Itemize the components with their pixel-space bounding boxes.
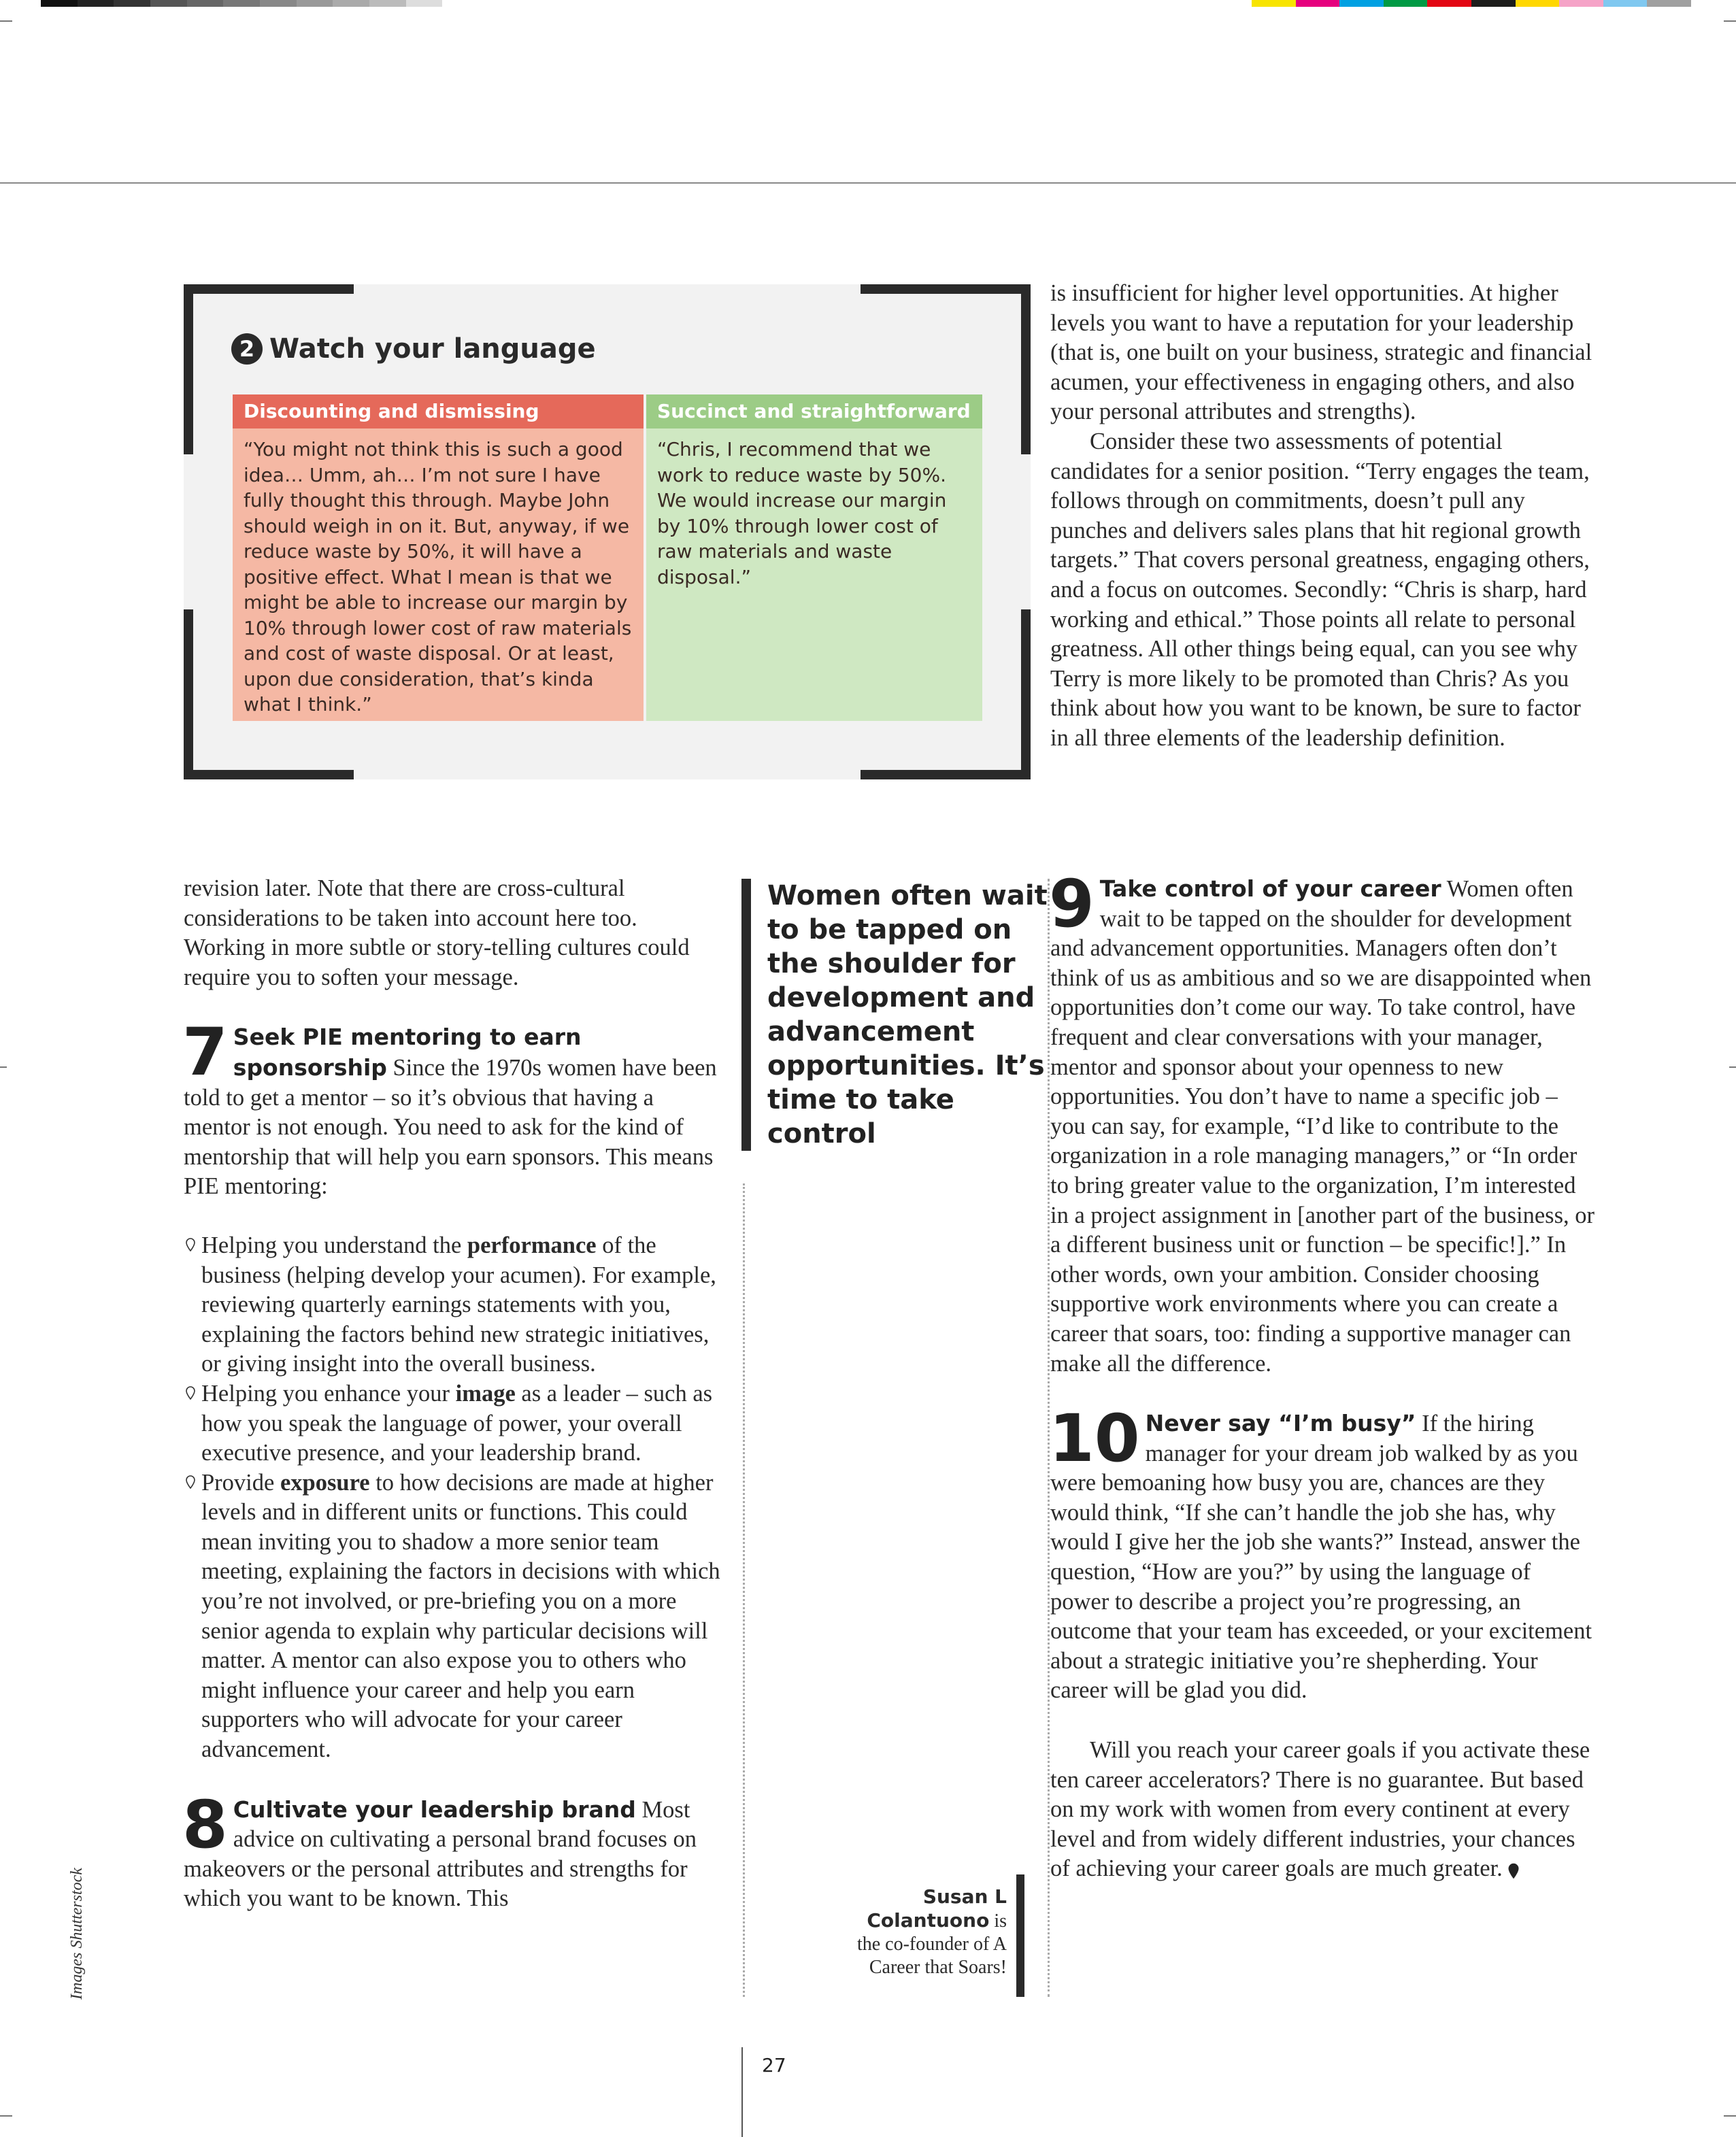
section-body: If the hiring manager for your dream job walked by as you were bemoaning how busy you are, chances are they would think, “If she can’t handle the job she has, why would I give her the job she wants?” Instead, answer the question, “How are you?” by using the language of power to describe a project you’re progressing, an outcome that your team has exceeded, or your excitement about a strategic initiative you’re shepherding. Your career will be glad you did. (1050, 1411, 1592, 1704)
list-keyword: exposure (280, 1469, 370, 1496)
header-rule (0, 182, 1736, 184)
section-heading: Take control of your career (1099, 875, 1441, 902)
list-text: of the business (helping develop your acumen). For example, reviewing quarterly earnings statements with you, explaining the factors behind new strategic initiatives, or giving insight into the overall business. (201, 1232, 716, 1377)
color-swatch (1516, 0, 1560, 7)
crop-mark (0, 20, 12, 22)
section-9 (1049, 866, 1595, 1379)
page-number: 27 (762, 2054, 786, 2076)
section-heading: Never say “I’m busy” (1145, 1410, 1416, 1437)
color-swatch (1647, 0, 1691, 7)
right-column-header: Succinct and straightforward (646, 394, 982, 428)
color-swatch (1339, 0, 1384, 7)
crop-mark (1724, 2115, 1736, 2117)
color-swatch (1559, 0, 1603, 7)
closing-text: Will you reach your career goals if you activate these ten career accelerators? There is no guarantee. But based on my work with women from every continent at every level and from widely different industries, your chances of achieving your career goals are much greater. (1050, 1737, 1590, 1882)
crop-mark (0, 1066, 7, 1068)
color-swatch (187, 0, 224, 7)
end-mark-icon (1507, 1862, 1520, 1880)
section-number: 8 (182, 1786, 228, 1863)
color-swatch (1603, 0, 1648, 7)
list-item (184, 1379, 721, 1468)
color-bar-left (41, 0, 479, 7)
color-swatch (1296, 0, 1340, 7)
section-body: Since the 1970s women have been told to get a mentor – so it’s obvious that having a mentor is not enough. You need to ask for the kind of mentorship that will help you earn sponsors. This means PIE mentoring: (184, 1054, 717, 1200)
list-item (184, 1468, 721, 1765)
left-column-body: “You might not think this is such a good idea… Umm, ah… I’m not sure I have fully thought this through. Maybe John should weigh in on it. But, anyway, if we reduce waste by 50%, it will have a positive effect. What I mean is that we might be able to increase our margin by 10% through lower cost of raw materials and cost of waste disposal. Or at least, upon due consideration, that’s kinda what I think.” (233, 428, 644, 721)
color-swatch (1427, 0, 1471, 7)
color-swatch (1384, 0, 1428, 7)
list-item (184, 1231, 721, 1379)
list-keyword: image (455, 1380, 516, 1407)
location-pin-icon (185, 1386, 196, 1400)
right-column (1049, 866, 1595, 1884)
box-frame-corner (184, 609, 193, 779)
paragraph: revision later. Note that there are cross-cultural considerations to be taken into account here too. Working in more subtle or story-telling cultures could require you to soften your message. (184, 875, 690, 990)
list-text: as a leader – such as how you speak the language of power, your overall executive presence, and your leadership brand. (201, 1380, 713, 1466)
box-frame-corner (861, 770, 1031, 779)
section-number: 10 (1049, 1400, 1140, 1477)
location-pin-icon (185, 1475, 196, 1489)
column-divider (743, 1183, 745, 1997)
color-swatch (333, 0, 369, 7)
box-title (231, 333, 596, 365)
color-swatch (1252, 0, 1296, 7)
right-column-body: “Chris, I recommend that we work to reduce waste by 50%. We would increase our margin by 10% through lower cost of raw materials and waste disposal.” (646, 428, 982, 721)
section-heading: Cultivate your leadership brand (233, 1796, 636, 1823)
section-heading: Seek PIE mentoring to earn sponsorship (233, 1024, 582, 1081)
section-7 (182, 1014, 721, 1202)
color-swatch (114, 0, 150, 7)
color-swatch (1471, 0, 1516, 7)
list-text: Helping you enhance your (201, 1380, 456, 1407)
list-text: Helping you understand the (201, 1232, 467, 1258)
box-title-text: Watch your language (269, 333, 596, 365)
list-text: Provide (201, 1469, 280, 1496)
box-frame-corner (184, 770, 354, 779)
color-swatch (369, 0, 406, 7)
section-number: 7 (182, 1014, 228, 1091)
footer-rule (741, 2047, 743, 2137)
pull-quote: Women often wait to be tapped on the shoulder for development and advancement opportunities. It’s time to take control (741, 879, 1053, 1151)
box-number-badge: 2 (231, 333, 263, 365)
section-number: 9 (1049, 866, 1095, 942)
paragraph: is insufficient for higher level opportunities. At higher levels you want to have a reputation for your leadership (that is, one built on your business, strategic and financial acumen, your effectiveness in engaging others, and also your personal attributes and strengths). (1050, 280, 1592, 425)
author-bio-text: is the co-founder of A Career that Soars! (856, 1911, 1007, 1978)
closing-paragraph (1050, 1736, 1595, 1884)
color-swatch (78, 0, 114, 7)
color-swatch (41, 0, 78, 7)
list-keyword: performance (467, 1232, 597, 1258)
box-frame-corner (1021, 609, 1031, 779)
crop-mark (0, 2115, 12, 2117)
paragraph: Consider these two assessments of potential candidates for a senior position. “Terry engages the team, follows through on commitments, doesn’t pull any punches and delivers sales plans that hit regional growth targets.” That covers personal greatness, engaging others, and a focus on outcomes. Secondly: “Chris is sharp, hard working and ethical.” Those points all relate to personal greatness. All other things being equal, can you see why Terry is more likely to be promoted than Chris? As you think about how you want to be known, be sure to factor in all three elements of the leadership definition. (1050, 428, 1590, 751)
color-swatch (406, 0, 443, 7)
left-column (184, 874, 721, 1914)
location-pin-icon (185, 1238, 196, 1251)
author-name: Susan L Colantuono (867, 1885, 1007, 1932)
section-8 (182, 1786, 721, 1914)
color-swatch (223, 0, 260, 7)
section-body: Most advice on cultivating a personal brand focuses on makeovers or the personal attributes and strengths for which you want to be known. This (184, 1796, 697, 1912)
color-swatch (260, 0, 297, 7)
left-column-header: Discounting and dismissing (233, 394, 644, 428)
color-swatch (442, 0, 479, 7)
box-frame-corner (184, 284, 193, 454)
box-frame-corner (1021, 284, 1031, 454)
author-bio (850, 1885, 1007, 1979)
color-swatch (150, 0, 187, 7)
bio-bar (1016, 1874, 1024, 1997)
section-10 (1049, 1400, 1595, 1706)
pie-list (184, 1231, 721, 1765)
crop-mark (1724, 20, 1736, 22)
color-swatch (297, 0, 333, 7)
box-frame-corner (861, 284, 1031, 294)
photo-credit: Images Shutterstock (68, 1868, 86, 2000)
crop-mark (1729, 1066, 1736, 1068)
color-bar-right (1252, 0, 1691, 7)
box-frame-corner (184, 284, 354, 294)
section-body: Women often wait to be tapped on the shoulder for development and advancement opportunities. Managers often don’t think of us as ambitious and so we are disappointed when opportunities don’t come our way. To take control, have frequent and clear conversations with your manager, mentor and sponsor about your openness to new opportunities. You don’t have to name a specific job – you can say, for example, “I’d like to contribute to the organization in a role managing managers,” or “In order to bring greater value to the organization, I’m interested in a project assignment in [another part of the business, or a different business unit or function – be specific!].” In other words, own your ambition. Consider choosing supportive work environments where you can create a career that soars, too: finding a supportive manager can make all the difference. (1050, 876, 1595, 1377)
list-text: to how decisions are made at higher levels and in different units or functions. This could mean inviting you to shadow a more senior team meeting, explaining the factors in decisions with which you’re not involved, or pre-briefing you on a more senior agenda to explain why particular decisions will matter. A mentor can also expose you to others who might influence your career and help you earn supporters who will advocate for your career advancement. (201, 1469, 720, 1763)
right-top-text (1050, 279, 1595, 754)
